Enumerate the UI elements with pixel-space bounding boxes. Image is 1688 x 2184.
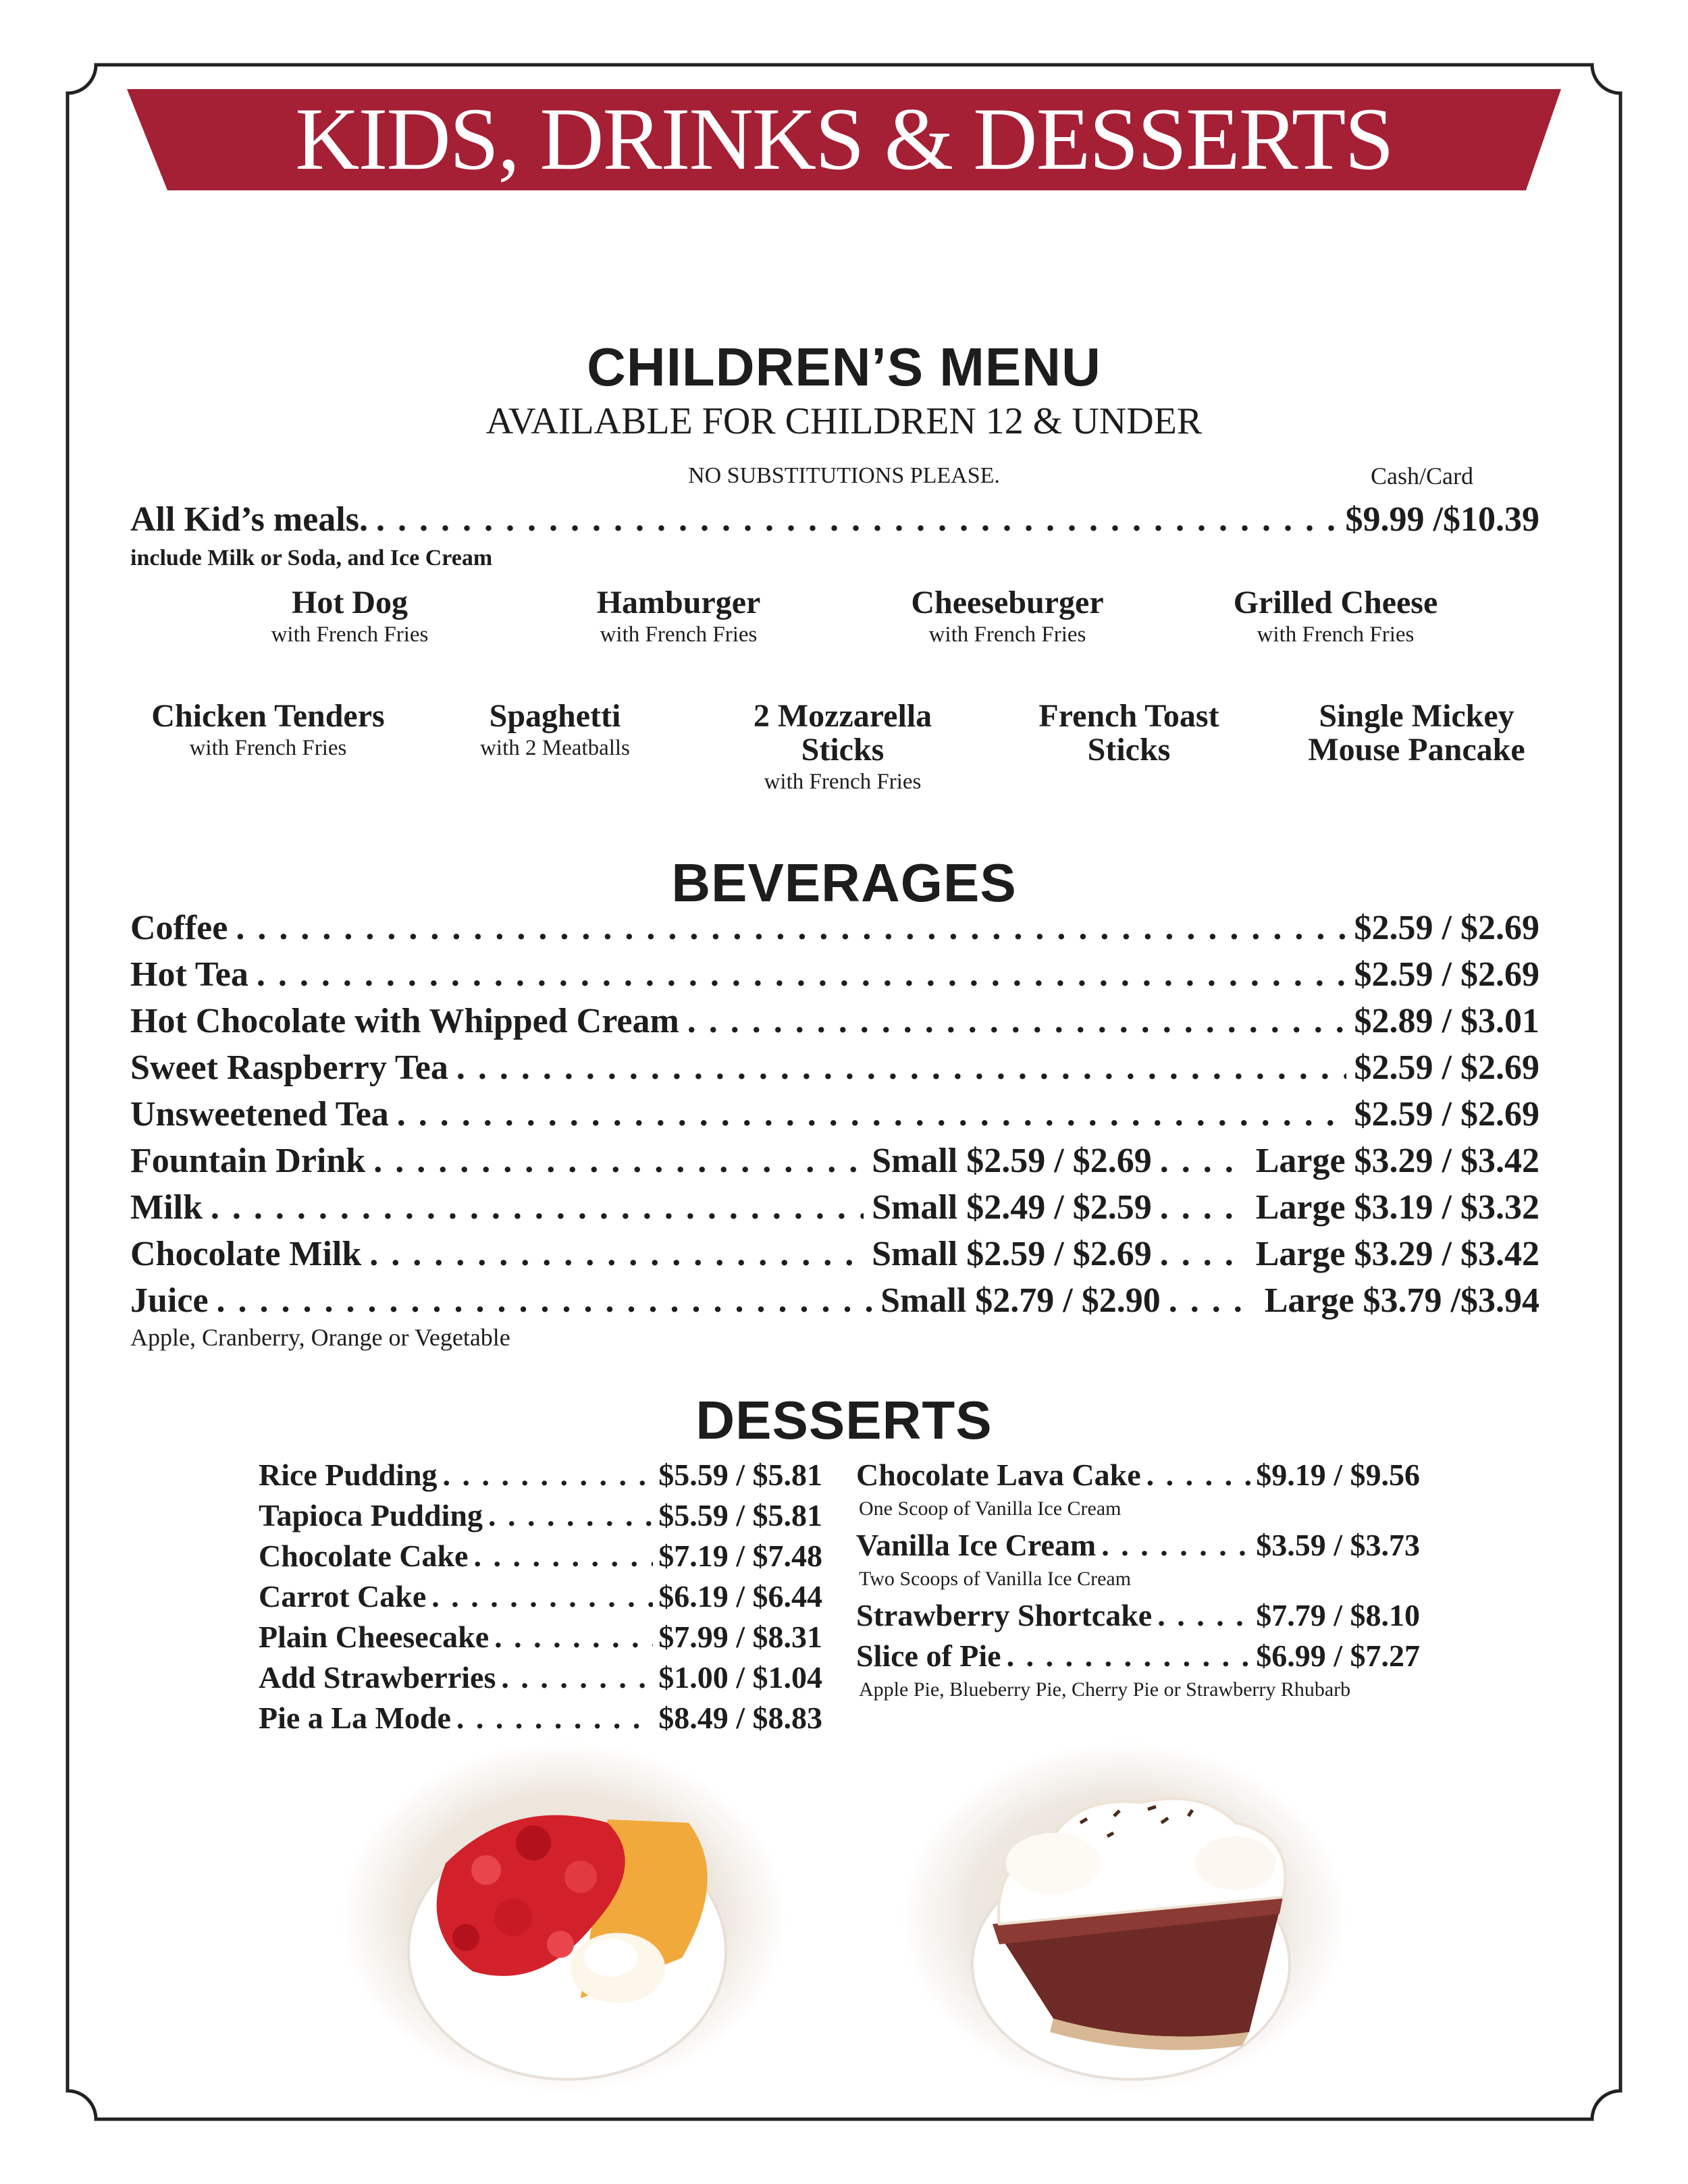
kids-item-name: Spaghetti — [489, 698, 621, 734]
item-price: $1.00 / $1.04 — [658, 1660, 822, 1695]
item-price: $2.59 / $2.69 — [1354, 1048, 1539, 1087]
dot-leader — [488, 1497, 653, 1533]
item-name: Add Strawberries — [259, 1660, 496, 1695]
dessert-row — [259, 1700, 822, 1736]
item-name: Vanilla Ice Cream — [856, 1528, 1097, 1562]
all-kids-meals-note: include Milk or Soda, and Ice Cream — [130, 545, 493, 570]
dot-leader — [443, 1457, 654, 1493]
dot-leader — [1160, 1188, 1248, 1227]
item-name: Tapioca Pudding — [259, 1498, 483, 1533]
dot-leader — [501, 1659, 653, 1695]
beverages-title: BEVERAGES — [671, 853, 1017, 913]
dessert-note: One Scoop of Vanilla Ice Cream — [859, 1497, 1122, 1520]
kids-item-side: with French Fries — [764, 770, 922, 794]
kids-item-name: French Toast Sticks — [1038, 698, 1219, 768]
item-price-large: Large $3.29 / $3.42 — [1255, 1142, 1539, 1180]
kids-item — [126, 699, 410, 763]
item-name: Rice Pudding — [259, 1458, 438, 1492]
item-price-small: Small $2.49 / $2.59 — [872, 1188, 1152, 1227]
price-column-label: Cash/Card — [1371, 462, 1473, 489]
dessert-row — [856, 1597, 1420, 1633]
item-price: $3.59 / $3.73 — [1256, 1528, 1420, 1562]
dot-leader — [236, 908, 1346, 948]
item-name: Hot Tea — [130, 955, 248, 994]
dessert-row — [259, 1619, 822, 1655]
dot-leader — [369, 1234, 864, 1274]
dot-leader — [217, 1281, 873, 1321]
dessert-row — [856, 1527, 1420, 1563]
beverage-row — [130, 1188, 1539, 1227]
item-name: Slice of Pie — [856, 1639, 1001, 1673]
kids-item-side: with French Fries — [600, 622, 758, 647]
kids-item — [523, 586, 834, 649]
chocolate-cream-pie-photo — [901, 1742, 1347, 2093]
item-price: $7.79 / $8.10 — [1256, 1598, 1420, 1632]
desserts-title: DESSERTS — [695, 1390, 993, 1450]
kids-item-name: Grilled Cheese — [1233, 585, 1438, 620]
item-name: Sweet Raspberry Tea — [130, 1048, 448, 1087]
item-price: $6.19 / $6.44 — [658, 1579, 822, 1614]
item-price-large: Large $3.19 / $3.32 — [1255, 1188, 1539, 1227]
dot-leader — [456, 1700, 653, 1736]
kids-item-name: Single Mickey Mouse Pancake — [1308, 698, 1525, 768]
kids-item-side: with French Fries — [189, 736, 347, 760]
item-name: Fountain Drink — [130, 1142, 366, 1180]
beverage-row — [130, 1234, 1539, 1274]
dessert-row — [259, 1659, 822, 1695]
item-price: $7.19 / $7.48 — [658, 1539, 822, 1573]
kids-item-name: 2 Mozzarella Sticks — [753, 698, 932, 768]
dessert-row — [856, 1457, 1420, 1493]
item-price: $9.99 /$10.39 — [1345, 500, 1539, 539]
dessert-row — [259, 1497, 822, 1533]
item-price: $2.59 / $2.69 — [1354, 909, 1539, 947]
beverage-row — [130, 908, 1539, 948]
item-price: $2.89 / $3.01 — [1354, 1002, 1539, 1040]
kids-item-name: Chicken Tenders — [151, 698, 385, 734]
item-name: Strawberry Shortcake — [856, 1598, 1153, 1632]
item-price-small: Small $2.59 / $2.69 — [872, 1142, 1152, 1180]
item-name: Juice — [130, 1281, 209, 1320]
dot-leader — [456, 1048, 1346, 1088]
dot-leader — [257, 955, 1346, 994]
item-price-large: Large $3.79 /$3.94 — [1264, 1281, 1539, 1320]
dot-leader — [397, 1094, 1346, 1134]
kids-item — [194, 586, 505, 649]
kids-item — [1180, 586, 1491, 649]
item-name: Chocolate Cake — [259, 1539, 469, 1573]
beverage-row — [130, 955, 1539, 994]
dessert-row — [856, 1638, 1420, 1674]
item-price: $7.99 / $8.31 — [658, 1620, 822, 1654]
item-name: Chocolate Lava Cake — [856, 1458, 1141, 1492]
dessert-row — [259, 1578, 822, 1614]
kids-item — [433, 699, 677, 763]
dot-leader — [473, 1538, 653, 1574]
item-price: $5.59 / $5.81 — [658, 1458, 822, 1492]
item-price: $5.59 / $5.81 — [658, 1498, 822, 1533]
dot-leader — [376, 500, 1338, 539]
kids-item — [1014, 699, 1244, 767]
dessert-row — [259, 1538, 822, 1574]
item-name: Pie a La Mode — [259, 1701, 451, 1735]
kids-item-name: Cheeseburger — [911, 585, 1104, 620]
item-price: $2.59 / $2.69 — [1354, 955, 1539, 994]
beverage-row — [130, 1141, 1539, 1181]
dessert-row — [259, 1457, 822, 1493]
item-price-large: Large $3.29 / $3.42 — [1255, 1235, 1539, 1273]
item-name: Milk — [130, 1188, 203, 1227]
dot-leader — [1101, 1527, 1250, 1563]
page-title: KIDS, DRINKS & DESSERTS — [295, 88, 1393, 188]
kids-item-name: Hamburger — [596, 585, 761, 620]
kids-item — [728, 699, 957, 797]
dessert-note: Apple Pie, Blueberry Pie, Cherry Pie or Strawberry Rhubarb — [859, 1678, 1351, 1701]
kids-item-name: Hot Dog — [292, 585, 408, 620]
no-substitutions-note: NO SUBSTITUTIONS PLEASE. — [688, 463, 1000, 488]
item-name: Unsweetened Tea — [130, 1095, 389, 1134]
item-name: Chocolate Milk — [130, 1235, 362, 1273]
dot-leader — [1146, 1457, 1251, 1493]
dot-leader — [1157, 1597, 1250, 1633]
item-price: $9.19 / $9.56 — [1256, 1458, 1420, 1492]
beverage-row — [130, 1281, 1539, 1321]
childrens-menu-title: CHILDREN’S MENU — [587, 337, 1101, 397]
item-price-small: Small $2.79 / $2.90 — [880, 1281, 1161, 1320]
item-price: $8.49 / $8.83 — [658, 1701, 822, 1735]
beverage-row — [130, 1001, 1539, 1041]
item-name: All Kid’s meals. — [130, 500, 368, 539]
item-price: $2.59 / $2.69 — [1354, 1095, 1539, 1134]
dot-leader — [373, 1141, 864, 1181]
dot-leader — [687, 1001, 1346, 1041]
item-price: $6.99 / $7.27 — [1256, 1639, 1420, 1673]
kids-item — [1288, 699, 1545, 767]
dessert-note: Two Scoops of Vanilla Ice Cream — [859, 1568, 1132, 1590]
dot-leader — [211, 1188, 864, 1227]
beverage-row — [130, 1048, 1539, 1088]
all-kids-meals-row — [130, 500, 1539, 539]
dot-leader — [1160, 1141, 1248, 1181]
item-price-small: Small $2.59 / $2.69 — [872, 1235, 1152, 1273]
kids-item-side: with French Fries — [1257, 622, 1415, 647]
kids-item-side: with French Fries — [271, 622, 429, 647]
dot-leader — [1007, 1638, 1251, 1674]
dot-leader — [431, 1578, 653, 1614]
item-name: Hot Chocolate with Whipped Cream — [130, 1002, 679, 1040]
dot-leader — [1160, 1234, 1248, 1274]
item-name: Plain Cheesecake — [259, 1620, 490, 1654]
item-name: Carrot Cake — [259, 1579, 427, 1614]
strawberry-shortcake-photo — [341, 1742, 787, 2093]
kids-item-side: with 2 Meatballs — [480, 736, 630, 760]
kids-item-side: with French Fries — [928, 622, 1086, 647]
juice-flavors-note: Apple, Cranberry, Orange or Vegetable — [130, 1324, 510, 1351]
item-name: Coffee — [130, 909, 228, 947]
beverage-row — [130, 1094, 1539, 1134]
kids-item — [852, 586, 1163, 649]
childrens-menu-subtitle: AVAILABLE FOR CHILDREN 12 & UNDER — [485, 400, 1203, 442]
dot-leader — [494, 1619, 653, 1655]
dot-leader — [1169, 1281, 1257, 1321]
